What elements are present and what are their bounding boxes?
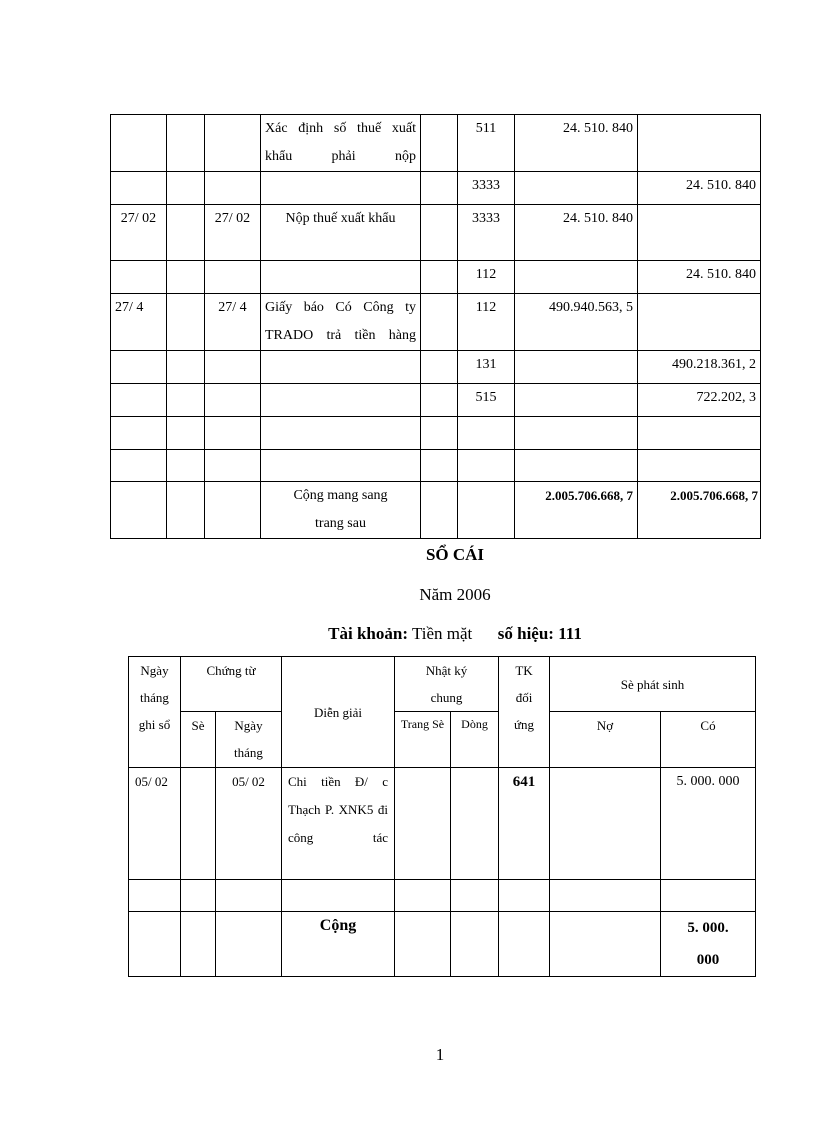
row-description: Giấy báo Có Công ty TRADO trả tiền hàng — [261, 294, 421, 351]
row-description: Xác định số thuế xuất khẩu phải nộp — [261, 115, 421, 172]
row-account: 511 — [458, 115, 515, 172]
row-account: 3333 — [458, 205, 515, 261]
journal-continuation-table — [110, 114, 761, 539]
header-ngay-thang: Ngày tháng — [216, 712, 282, 768]
header-so-phat-sinh: Sè phát sinh — [550, 657, 756, 712]
ledger-account-line — [0, 624, 816, 644]
code-label: số hiệu: — [497, 624, 554, 643]
total-debit: 2.005.706.668, 7 — [515, 482, 638, 539]
row-account: 112 — [458, 294, 515, 351]
row-date: 27/ 4 — [111, 294, 167, 351]
row-date: 27/ 02 — [111, 205, 167, 261]
ledger-total-row — [129, 912, 756, 977]
total-label: Cộng — [282, 912, 395, 977]
page-number: 1 — [435, 1045, 445, 1064]
journal-row — [111, 384, 761, 417]
row-debit: 490.940.563, 5 — [515, 294, 638, 351]
journal-row — [111, 450, 761, 482]
row-credit: 24. 510. 840 — [638, 261, 761, 294]
header-trang-so: Trang Sè — [395, 712, 451, 768]
ledger-row — [129, 768, 756, 880]
total-description: Cộng mang sang trang sau — [261, 482, 421, 539]
journal-row — [111, 172, 761, 205]
total-credit: 2.005.706.668, 7 — [638, 482, 761, 539]
row-debit: 24. 510. 840 — [515, 115, 638, 172]
account-name: Tiền mặt — [411, 624, 473, 643]
header-ngay-ghi-so: Ngày tháng ghi sổ — [129, 657, 181, 768]
header-chung-tu: Chứng từ — [181, 657, 282, 712]
row-account: 515 — [458, 384, 515, 417]
row-doc-date: 27/ 4 — [205, 294, 261, 351]
row-co: 5. 000. 000 — [661, 768, 756, 880]
header-so: Sè — [181, 712, 216, 768]
account-label: Tài khoản: — [328, 624, 408, 643]
header-dien-giai: Diễn giải — [282, 657, 395, 768]
row-doc-date: 05/ 02 — [216, 768, 282, 880]
ledger-subheader-row — [129, 712, 756, 768]
row-account: 3333 — [458, 172, 515, 205]
row-doc-date: 27/ 02 — [205, 205, 261, 261]
account-code: 111 — [558, 624, 582, 643]
row-tk-doi-ung: 641 — [499, 768, 550, 880]
row-credit: 722.202, 3 — [638, 384, 761, 417]
header-no: Nợ — [550, 712, 661, 768]
journal-row — [111, 294, 761, 351]
row-debit: 24. 510. 840 — [515, 205, 638, 261]
ledger-table — [128, 656, 756, 977]
row-credit: 490.218.361, 2 — [638, 351, 761, 384]
ledger-year: Năm 2006 — [419, 585, 491, 604]
ledger-title: SỔ CÁI — [425, 545, 485, 564]
header-dong: Dòng — [451, 712, 499, 768]
header-tk-doi-ung: TK đối ứng — [499, 657, 550, 768]
ledger-header-row — [129, 657, 756, 712]
row-description: Nộp thuế xuất khẩu — [261, 205, 421, 261]
total-co: 5. 000. 000 — [661, 912, 756, 977]
row-credit: 24. 510. 840 — [638, 172, 761, 205]
row-date: 05/ 02 — [129, 768, 181, 880]
journal-total-row — [111, 482, 761, 539]
header-co: Có — [661, 712, 756, 768]
journal-row — [111, 417, 761, 450]
journal-row — [111, 205, 761, 261]
header-nhat-ky-chung: Nhật ký chung — [395, 657, 499, 712]
row-account: 131 — [458, 351, 515, 384]
ledger-row — [129, 880, 756, 912]
journal-row — [111, 261, 761, 294]
row-account: 112 — [458, 261, 515, 294]
row-description: Chi tiền Đ/ c Thạch P. XNK5 đi công tác — [282, 768, 395, 880]
journal-row — [111, 115, 761, 172]
journal-row — [111, 351, 761, 384]
